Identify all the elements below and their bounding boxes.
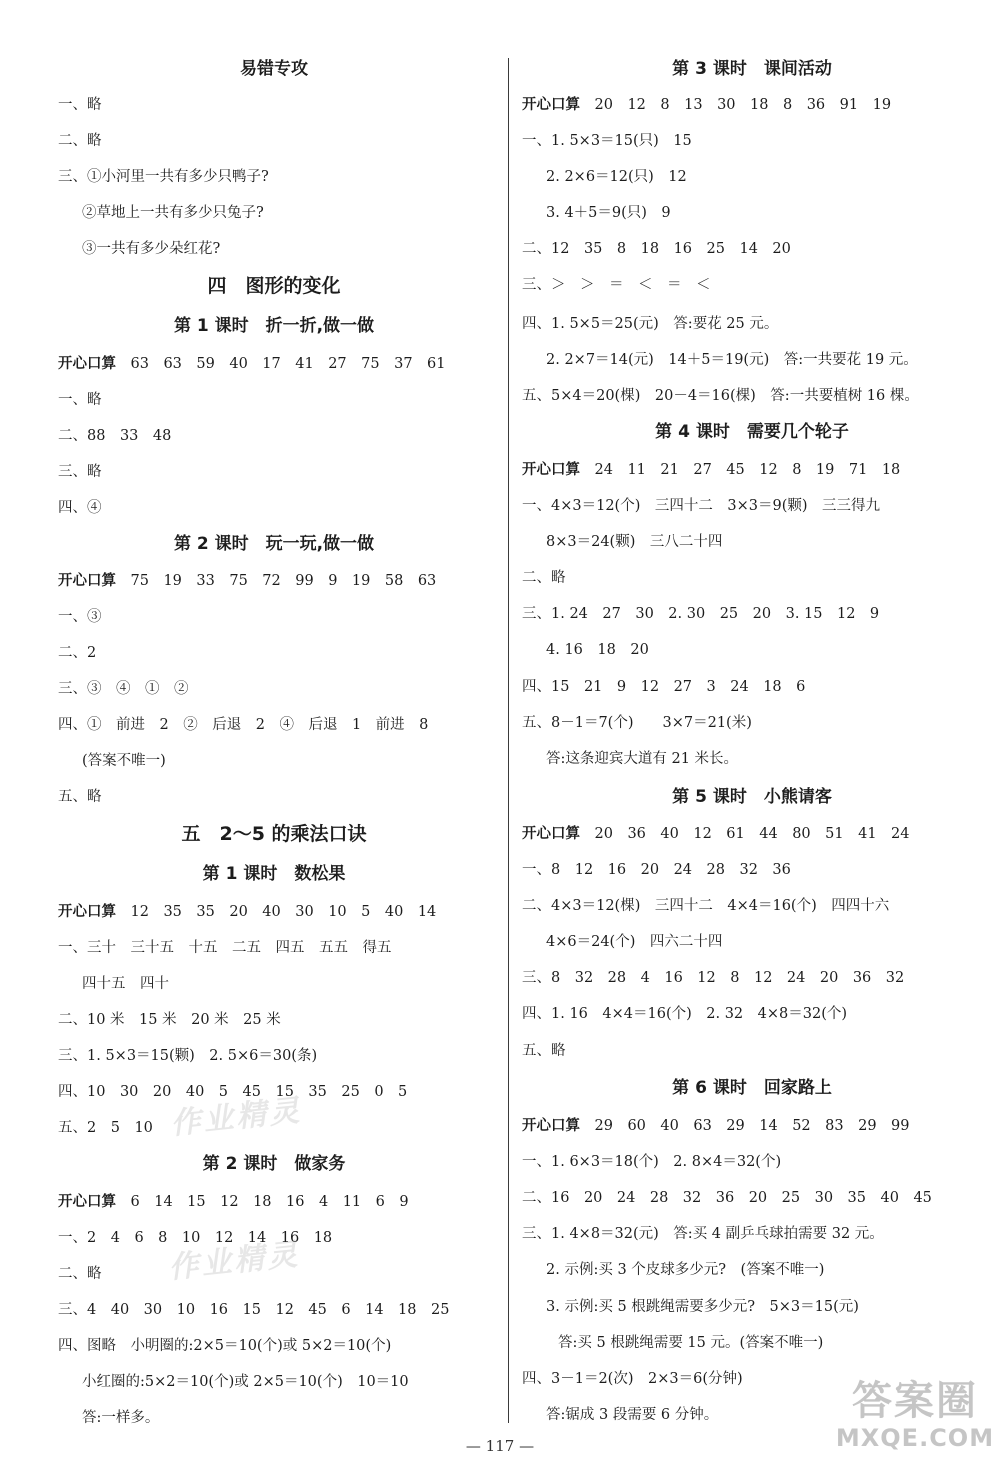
answer-line: ③一共有多少朵红花? <box>82 241 221 257</box>
answer-line: 答:买 5 根跳绳需要 15 元。(答案不唯一) <box>558 1335 824 1351</box>
mental-math-row <box>522 95 891 115</box>
answer-line: 一、略 <box>58 97 102 113</box>
answer-line: 答:这条迎宾大道有 21 米长。 <box>546 751 739 767</box>
answer-line: 三、①小河里一共有多少只鸭子? <box>58 169 269 185</box>
answer-line: 一、③ <box>58 609 102 625</box>
answer-line: 二、2 <box>58 645 97 661</box>
answer-line: 三、1. 24 27 30 2. 30 25 20 3. 15 12 9 <box>522 606 880 622</box>
answer-line: 三、略 <box>58 464 102 480</box>
mental-math-row <box>522 1116 910 1136</box>
mental-math-row <box>58 571 436 591</box>
answer-line: 五、5×4＝20(棵) 20－4＝16(棵) 答:一共要植树 16 棵。 <box>522 388 919 404</box>
answer-line: 答:锯成 3 段需要 6 分钟。 <box>546 1407 719 1423</box>
answer-line: 四、1. 5×5＝25(元) 答:要花 25 元。 <box>522 316 779 332</box>
mental-math-label: 开心口算 <box>58 1194 116 1210</box>
unit-heading: 四 图形的变化 <box>207 275 341 297</box>
answer-line: 二、略 <box>58 1266 102 1282</box>
mental-math-values: 20 12 8 13 30 18 8 36 91 19 <box>580 97 892 113</box>
answer-line: 五、略 <box>522 1043 566 1059</box>
mental-math-values: 6 14 15 12 18 16 4 11 6 9 <box>116 1194 409 1210</box>
lesson-heading: 第 3 课时 课间活动 <box>672 59 832 79</box>
mental-math-label: 开心口算 <box>58 573 116 589</box>
answer-line: 2. 示例:买 3 个皮球多少元? (答案不唯一) <box>546 1262 825 1278</box>
answer-line: 一、1. 6×3＝18(个) 2. 8×4＝32(个) <box>522 1154 782 1170</box>
watermark-text: 作业精灵 <box>166 1237 302 1286</box>
answer-line: 8×3＝24(颗) 三八二十四 <box>546 534 723 550</box>
mental-math-label: 开心口算 <box>522 1118 580 1134</box>
column-divider <box>508 58 509 1423</box>
watermark-text: 作业精灵 <box>168 1093 304 1142</box>
answer-line: 二、略 <box>58 133 102 149</box>
lesson-heading: 第 2 课时 做家务 <box>202 1154 346 1174</box>
answer-line: 二、略 <box>522 570 566 586</box>
answer-line: 四、15 21 9 12 27 3 24 18 6 <box>522 679 806 695</box>
mental-math-label: 开心口算 <box>58 904 116 920</box>
mental-math-label: 开心口算 <box>522 826 580 842</box>
logo-text-bottom: MXQE.COM <box>835 1424 995 1452</box>
mental-math-values: 75 19 33 75 72 99 9 19 58 63 <box>116 573 437 589</box>
unit-heading: 五 2～5 的乘法口诀 <box>181 823 367 845</box>
site-logo <box>835 1378 995 1468</box>
answer-line: 一、1. 5×3＝15(只) 15 <box>522 133 692 149</box>
answer-line: 五、2 5 10 <box>58 1120 153 1136</box>
mental-math-values: 29 60 40 63 29 14 52 83 29 99 <box>580 1118 910 1134</box>
answer-line: 一、2 4 6 8 10 12 14 16 18 <box>58 1230 333 1246</box>
lesson-heading: 第 5 课时 小熊请客 <box>672 787 832 807</box>
answer-line: 四、① 前进 2 ② 后退 2 ④ 后退 1 前进 8 <box>58 717 429 733</box>
answer-line: 二、16 20 24 28 32 36 20 25 30 35 40 45 <box>522 1190 932 1206</box>
lesson-heading: 第 6 课时 回家路上 <box>672 1078 832 1098</box>
mental-math-values: 12 35 35 20 40 30 10 5 40 14 <box>116 904 437 920</box>
lesson-heading: 易错专攻 <box>240 59 308 79</box>
page-number: — 117 — <box>465 1437 535 1455</box>
mental-math-row <box>58 1192 409 1212</box>
answer-line: 2. 2×7＝14(元) 14＋5＝19(元) 答:一共要花 19 元。 <box>546 352 918 368</box>
answer-line: 一、略 <box>58 392 102 408</box>
answer-line: 2. 2×6＝12(只) 12 <box>546 169 687 185</box>
answer-line: 四十五 四十 <box>82 976 169 992</box>
answer-line: 五、略 <box>58 789 102 805</box>
answer-line: 小红圈的:5×2＝10(个)或 2×5＝10(个) 10＝10 <box>82 1374 409 1390</box>
mental-math-label: 开心口算 <box>58 356 116 372</box>
answer-line: 3. 4＋5＝9(只) 9 <box>546 205 671 221</box>
answer-line: 一、三十 三十五 十五 二五 四五 五五 得五 <box>58 940 392 956</box>
answer-line: 三、③ ④ ① ② <box>58 681 189 697</box>
answer-line: 4. 16 18 20 <box>546 642 649 658</box>
mental-math-values: 20 36 40 12 61 44 80 51 41 24 <box>580 826 910 842</box>
answer-line: 五、8－1＝7(个) 3×7＝21(米) <box>522 715 752 731</box>
answer-line: 四、10 30 20 40 5 45 15 35 25 0 5 <box>58 1084 408 1100</box>
answer-line: 答:一样多。 <box>82 1410 160 1426</box>
answer-line: 三、1. 5×3＝15(颗) 2. 5×6＝30(条) <box>58 1048 318 1064</box>
logo-text-top: 答案圈 <box>852 1378 978 1424</box>
answer-line: 一、4×3＝12(个) 三四十二 3×3＝9(颗) 三三得九 <box>522 498 881 514</box>
lesson-heading: 第 4 课时 需要几个轮子 <box>655 422 849 442</box>
answer-line: 四、④ <box>58 500 102 516</box>
answer-line: ②草地上一共有多少只兔子? <box>82 205 264 221</box>
answer-line: (答案不唯一) <box>82 753 166 769</box>
answer-line: 3. 示例:买 5 根跳绳需要多少元? 5×3＝15(元) <box>546 1299 859 1315</box>
lesson-heading: 第 1 课时 折一折,做一做 <box>173 316 375 336</box>
answer-line: 二、10 米 15 米 20 米 25 米 <box>58 1012 281 1028</box>
mental-math-row <box>58 354 446 374</box>
answer-line: 三、＞ ＞ ＝ ＜ ＝ ＜ <box>522 277 711 293</box>
mental-math-label: 开心口算 <box>522 462 580 478</box>
answer-line: 三、1. 4×8＝32(元) 答:买 4 副乒乓球拍需要 32 元。 <box>522 1226 884 1242</box>
mental-math-label: 开心口算 <box>522 97 580 113</box>
answer-line: 二、4×3＝12(棵) 三四十二 4×4＝16(个) 四四十六 <box>522 898 890 914</box>
mental-math-row <box>522 460 900 480</box>
answer-line: 三、8 32 28 4 16 12 8 12 24 20 36 32 <box>522 970 905 986</box>
lesson-heading: 第 1 课时 数松果 <box>202 864 346 884</box>
answer-line: 一、8 12 16 20 24 28 32 36 <box>522 862 791 878</box>
lesson-heading: 第 2 课时 玩一玩,做一做 <box>173 534 375 554</box>
answer-line: 二、12 35 8 18 16 25 14 20 <box>522 241 791 257</box>
answer-line: 四、图略 小明圈的:2×5＝10(个)或 5×2＝10(个) <box>58 1338 392 1354</box>
answer-line: 4×6＝24(个) 四六二十四 <box>546 934 723 950</box>
answer-line: 四、1. 16 4×4＝16(个) 2. 32 4×8＝32(个) <box>522 1006 848 1022</box>
mental-math-row <box>522 824 910 844</box>
mental-math-row <box>58 902 436 922</box>
mental-math-values: 24 11 21 27 45 12 8 19 71 18 <box>580 462 901 478</box>
mental-math-values: 63 63 59 40 17 41 27 75 37 61 <box>116 356 446 372</box>
answer-line: 四、3－1＝2(次) 2×3＝6(分钟) <box>522 1371 743 1387</box>
answer-line: 三、4 40 30 10 16 15 12 45 6 14 18 25 <box>58 1302 450 1318</box>
answer-line: 二、88 33 48 <box>58 428 172 444</box>
